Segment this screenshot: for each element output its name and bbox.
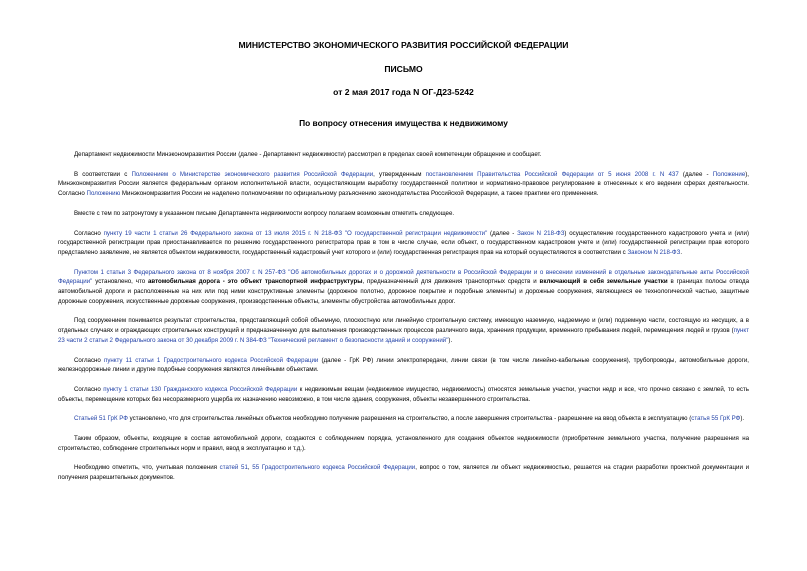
- paragraph-text: ).: [740, 415, 745, 423]
- body-paragraph: [58, 434, 749, 453]
- legal-reference-link[interactable]: пункту 1 статьи 130 Гражданского кодекса Российской Федерации: [103, 385, 298, 393]
- body-paragraph: [58, 209, 749, 219]
- paragraph-text: (далее -: [487, 229, 518, 237]
- legal-reference-link[interactable]: Законом N 218-ФЗ: [627, 248, 681, 256]
- emphasized-text: автомобильная дорога - это объект транспортной инфраструктуры: [148, 278, 363, 286]
- paragraph-text: установлено, что: [92, 278, 148, 286]
- paragraph-text: ), Минэкономразвития России является федеральным органом исполнительной власти, осуществляющим выработку государственной политики и нормативно-правовое регулирование в отнесенных к его ведении сферах деятельности. Согласно: [58, 170, 749, 198]
- paragraph-text: Согласно: [74, 385, 104, 393]
- body-paragraph: [58, 463, 749, 482]
- legal-reference-link[interactable]: Пунктом 1 статьи 3 Федерального закона от 8 ноября 2007 г. N 257-ФЗ "Об автомобильных дорогах и о дорожной деятельности в Российской Федерации и о внесении изменений в отдельные законодательные акты Российской Федерации": [58, 268, 749, 286]
- legal-reference-link[interactable]: Статьей 51 ГрК РФ: [74, 415, 128, 423]
- paragraph-text: Согласно: [74, 229, 104, 237]
- paragraph-text: ) осуществление государственного кадастрового учета и (или) государственной регистрации прав приостанавливается по решению государственного регистратора прав в том в числе случае, если объект, о государственном кадастровом учете и (или) государственной регистрации прав которого представлено заявление, не является объектом недвижимости, государственный кадастровый учет которого и (или) государственная регистрация прав на который осуществляются в соответствии с: [58, 229, 749, 256]
- legal-reference-link[interactable]: постановлением Правительства Российской Федерации от 5 июня 2008 г. N 437: [425, 170, 679, 178]
- legal-reference-link[interactable]: 55 Градостроительного кодекса Российской Федерации: [252, 464, 416, 472]
- legal-reference-link[interactable]: пункт 23 части 2 статьи 2 Федерального закона от 30 декабря 2009 г. N 384-ФЗ "Технический регламент о безопасности зданий и сооружений": [58, 327, 749, 344]
- subject-heading: По вопросу отнесения имущества к недвижимому: [299, 118, 508, 128]
- body-paragraph: [58, 356, 749, 375]
- paragraph-text: к недвижимым вещам (недвижимое имущество, недвижимость) относятся земельные участки, участки недр и все, что прочно связано с землей, то есть объекты, перемещение которых без несоразмерного ущерба их назначению невозможно, в том числе здания, сооружения, объекты незавершенного строительства.: [58, 385, 749, 403]
- body-paragraph: [58, 316, 749, 345]
- document-type-heading: ПИСЬМО: [384, 64, 423, 74]
- paragraph-text: Под сооружением понимается результат строительства, представляющий собой объемную, плоскостную или линейную строительную систему, имеющую наземную, надземную и (или) подземную части, состоящую из несущих, а в отдельных случаях и ограждающих строительных конструкций и предназначенную для выполнения производственных процессов различного вида, хранения продукции, временного пребывания людей, перемещения людей и грузов (: [58, 317, 749, 335]
- letter-body: [58, 150, 749, 483]
- legal-reference-link[interactable]: Положению: [86, 190, 121, 198]
- legal-reference-link[interactable]: пункту 11 статьи 1 Градостроительного кодекса Российской Федерации: [104, 356, 319, 364]
- paragraph-text: ,: [247, 464, 253, 472]
- date-number-heading: от 2 мая 2017 года N ОГ-Д23-5242: [333, 87, 474, 97]
- paragraph-text: (далее - ГрК РФ) линии электропередачи, линии связи (в том числе линейно-кабельные сооружения), трубопроводы, автомобильные дороги, железнодорожные линии и другие подобные сооружения являются линейными объектами.: [58, 356, 749, 374]
- legal-reference-link[interactable]: статья 55 ГрК РФ: [691, 415, 741, 423]
- legal-reference-link[interactable]: пункту 19 части 1 статьи 26 Федерального закона от 13 июля 2015 г. N 218-ФЗ "О государственной регистрации недвижимости": [103, 229, 488, 237]
- body-paragraph: [58, 150, 749, 160]
- body-paragraph: [58, 385, 749, 404]
- body-paragraph: [58, 229, 749, 258]
- paragraph-text: , вопрос о том, является ли объект недвижимостью, решается на стадии разработки проектной документации и получения разрешительных документов.: [58, 464, 749, 482]
- body-paragraph: [58, 414, 749, 424]
- legal-reference-link[interactable]: статей 51: [219, 464, 248, 472]
- paragraph-text: Департамент недвижимости Минэкономразвития России (далее - Департамент недвижимости) рассмотрел в пределах своей компетенции обращение и сообщает.: [74, 151, 542, 158]
- paragraph-text: в границах полосы отвода автомобильной дороги и расположенные на них или под ними конструктивные элементы (дорожное полотно, дорожное покрытие и подобные элементы) и дорожные сооружения, являющиеся ее технологической частью, защитные дорожные сооружения, искусственные дорожные сооружения, производственные объекты, элементы обустройства автомобильных дорог.: [58, 278, 749, 305]
- legal-reference-link[interactable]: Положением о Министерстве экономического развития Российской Федерации: [131, 170, 374, 178]
- legal-reference-link[interactable]: Положение: [712, 170, 746, 178]
- paragraph-text: (далее -: [678, 170, 713, 178]
- legal-reference-link[interactable]: Закон N 218-ФЗ: [517, 229, 565, 237]
- paragraph-text: В соответствии с: [74, 170, 132, 178]
- paragraph-text: .: [680, 248, 683, 256]
- paragraph-text: Вместе с тем по затронутому в указанном письме Департамента недвижимости вопросу полагаем возможным отметить следующее.: [74, 209, 455, 217]
- body-paragraph: [58, 268, 749, 307]
- emphasized-text: включающий в себя земельные участки: [539, 278, 668, 286]
- paragraph-text: Согласно: [74, 356, 104, 364]
- paragraph-text: установлено, что для строительства линейных объектов необходимо получение разрешения на строительство, а после завершения строительства - разрешение на ввод объекта в эксплуатацию (: [127, 415, 692, 423]
- paragraph-text: , предназначенный для движения транспортных средств и: [362, 278, 540, 286]
- paragraph-text: Минэкономразвития России не наделено полномочиями по официальному разъяснению законодательства Российской Федерации, а также практики его применения.: [120, 190, 599, 198]
- paragraph-text: , утвержденным: [373, 170, 426, 178]
- body-paragraph: [58, 170, 749, 199]
- paragraph-text: ).: [448, 336, 453, 344]
- paragraph-text: Таким образом, объекты, входящие в состав автомобильной дороги, создаются с соблюдением порядка, установленного для создания объектов недвижимости (приобретение земельного участка, получение разрешения на строительство, соблюдение строительных норм и правил, ввод в эксплуатацию и т.д.).: [58, 435, 749, 452]
- paragraph-text: Необходимо отметить, что, учитывая положения: [74, 464, 220, 472]
- ministry-heading: МИНИСТЕРСТВО ЭКОНОМИЧЕСКОГО РАЗВИТИЯ РОССИЙСКОЙ ФЕДЕРАЦИИ: [238, 40, 569, 50]
